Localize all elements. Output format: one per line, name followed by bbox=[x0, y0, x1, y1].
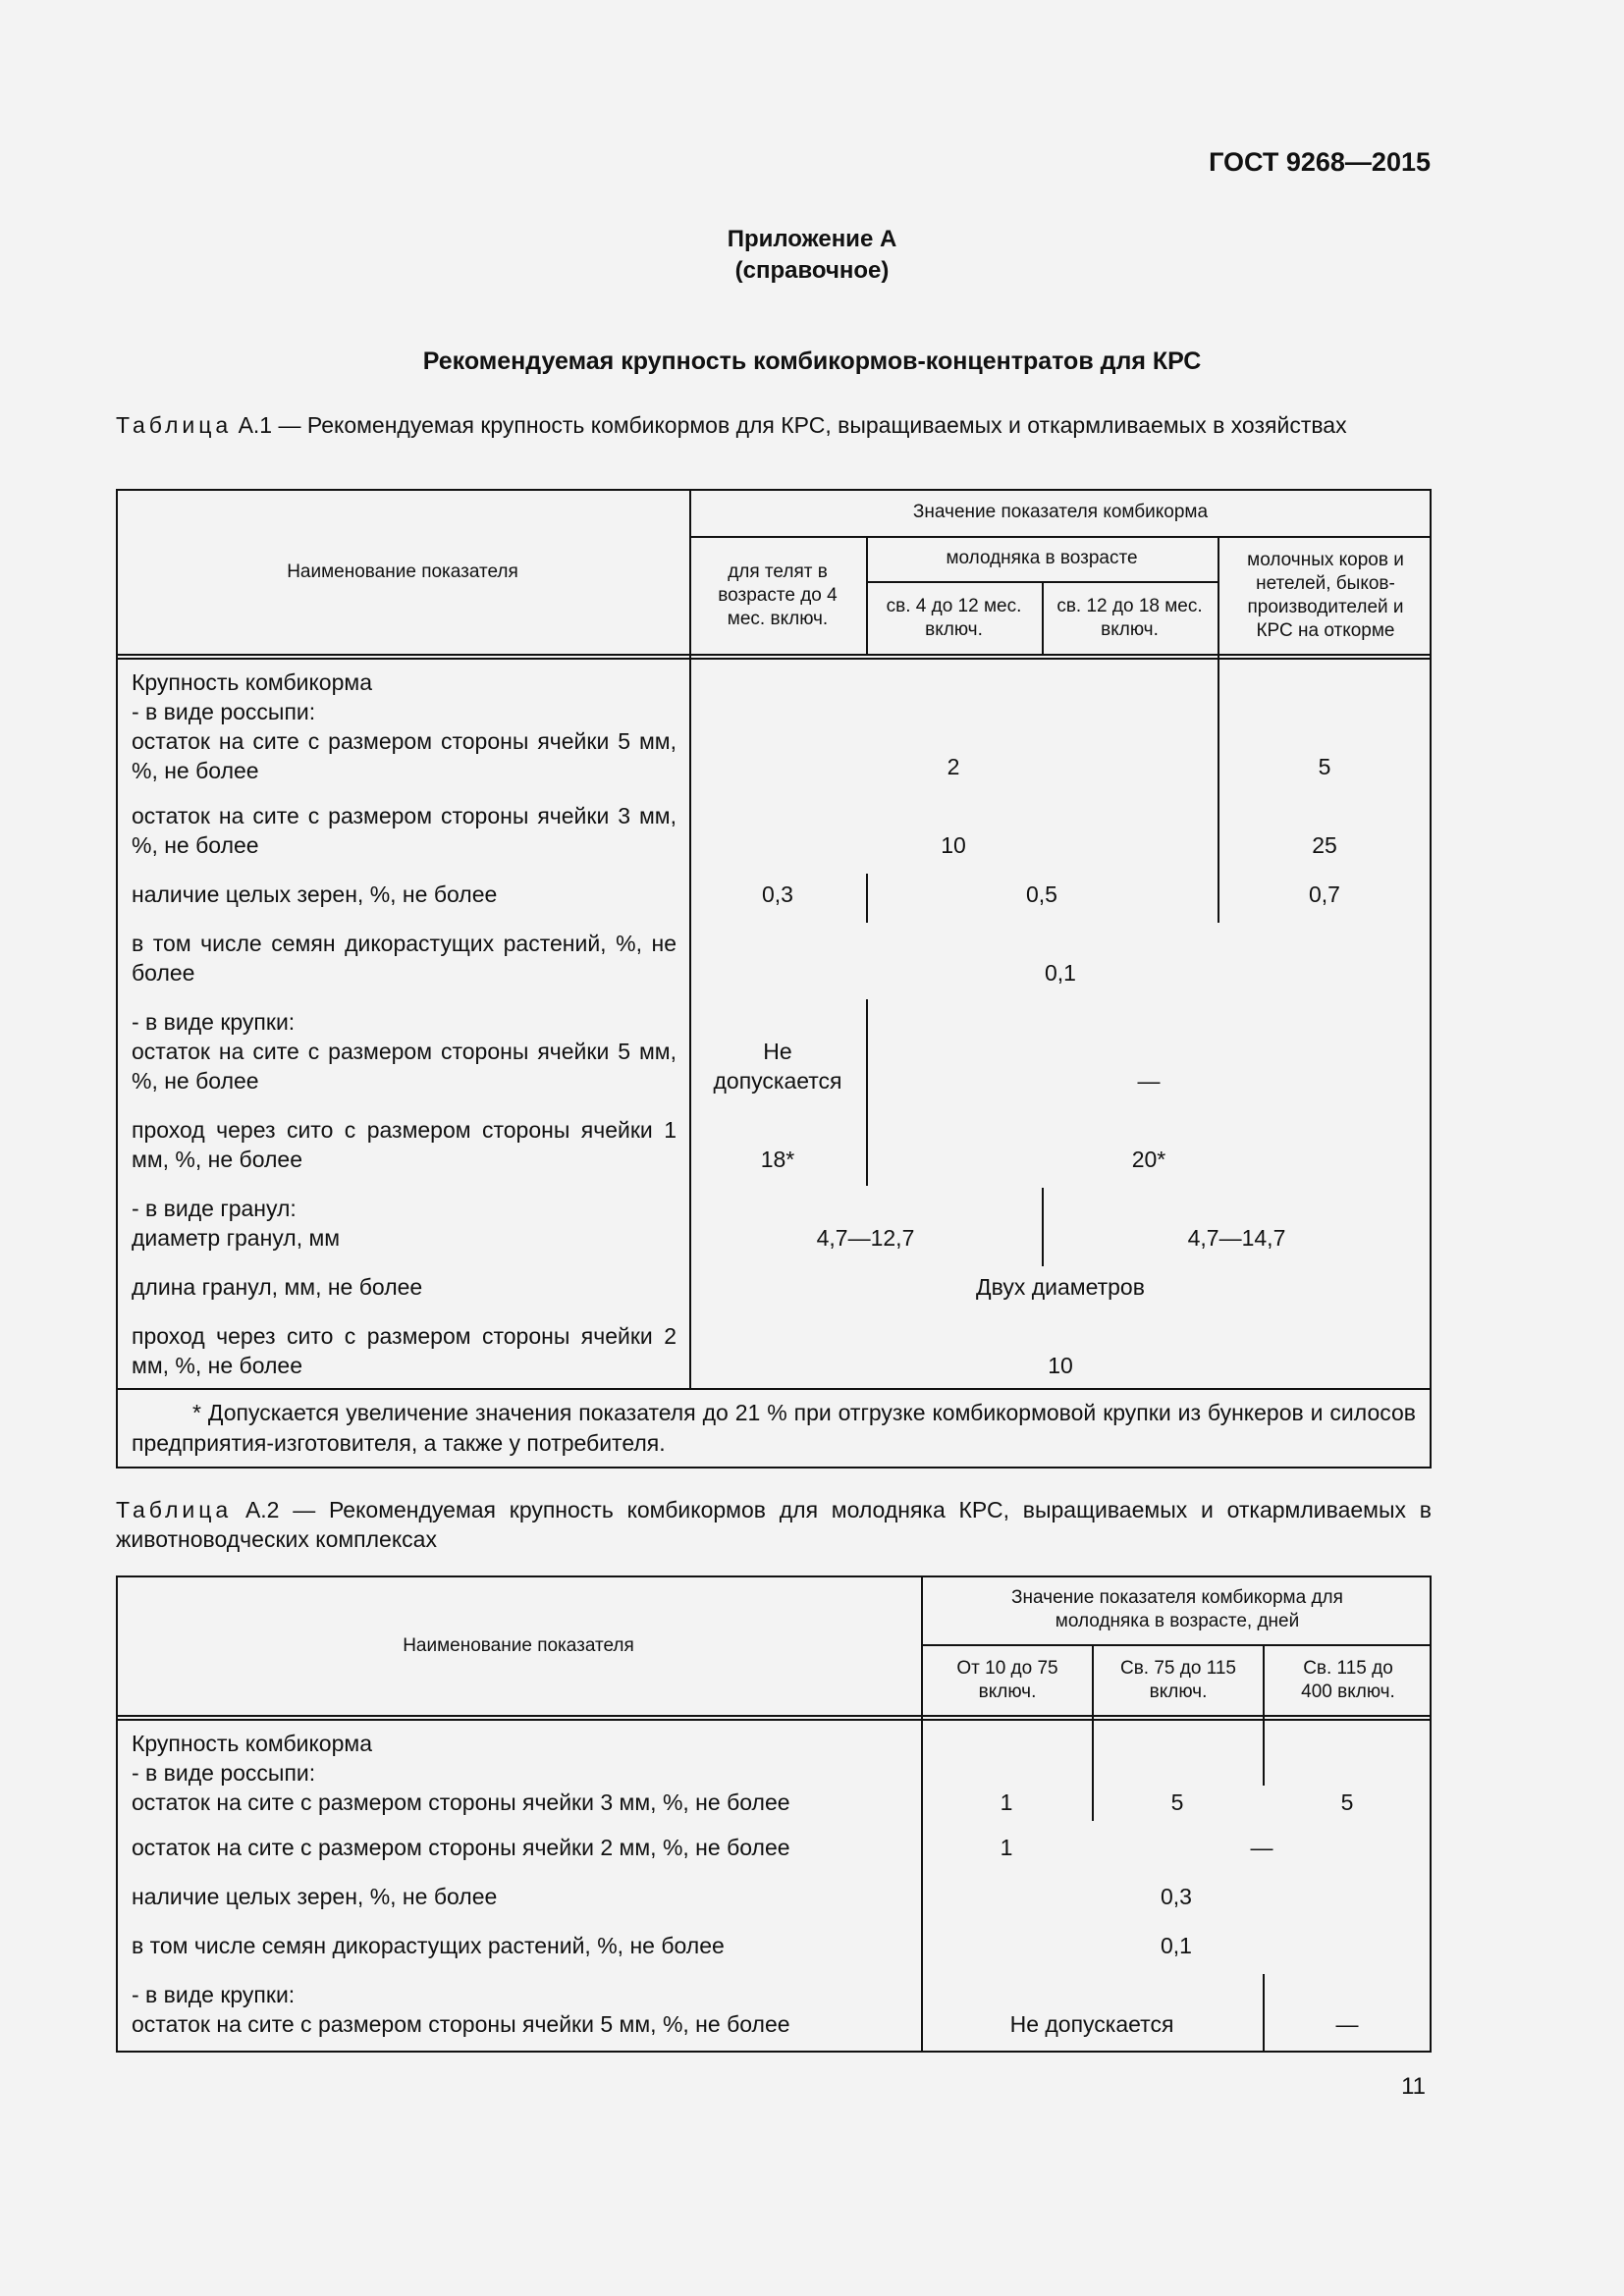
table1-row8-label: длина гранул, мм, не более bbox=[132, 1274, 423, 1300]
table1-caption-text: А.1 — Рекомендуемая крупность комбикормов для КРС, выращиваемых и откармливаемых в хозяйствах bbox=[238, 412, 1347, 438]
table2-caption-text: А.2 — Рекомендуемая крупность комбикормов для молодняка КРС, выращиваемых и откармливаемых в животноводческих комплексах bbox=[116, 1497, 1432, 1552]
table2-divider bbox=[1263, 1717, 1265, 1786]
table1-row3-value-cows: 0,7 bbox=[1309, 881, 1340, 907]
table2-row4-value: 0,1 bbox=[1161, 1933, 1192, 1958]
table2-row4-label: в том числе семян дикорастущих растений, %, не более bbox=[132, 1933, 725, 1958]
table1-caption-prefix: Таблица bbox=[116, 412, 233, 438]
table1-head-young-b: св. 12 до 18 мес. включ. bbox=[1056, 596, 1203, 640]
table1-head-name: Наименование показателя bbox=[287, 561, 518, 582]
table2-row5-value-b: — bbox=[1335, 2011, 1359, 2037]
table2-caption-prefix: Таблица bbox=[116, 1497, 233, 1522]
row-label-line: - в виде крупки: bbox=[132, 1009, 296, 1035]
table1-head-value: Значение показателя комбикорма bbox=[912, 502, 1209, 522]
table1-row3-value-calves: 0,3 bbox=[762, 881, 793, 907]
table1-footnote-rule bbox=[116, 1388, 1432, 1390]
table1-head-young-a: св. 4 до 12 мес. включ. bbox=[886, 596, 1022, 640]
table1-row2-value-young: 10 bbox=[941, 832, 966, 858]
appendix-title: Приложение А bbox=[727, 226, 897, 252]
table2-row3-value: 0,3 bbox=[1161, 1884, 1192, 1909]
table2-head-value: Значение показателя комбикорма для молодняка в возрасте, дней bbox=[1011, 1587, 1343, 1631]
table2-row5-value-a: Не допускается bbox=[1009, 2011, 1174, 2037]
table2-head-name: Наименование показателя bbox=[403, 1635, 634, 1656]
row-label-line: диаметр гранул, мм bbox=[132, 1225, 341, 1251]
table1-row6-label: проход через сито с размером стороны ячейки 1 мм, %, не более bbox=[132, 1117, 677, 1172]
table1-row1-label bbox=[132, 667, 677, 785]
row-label-line: остаток на сите с размером стороны ячейки 5 мм, %, не более bbox=[132, 2011, 790, 2037]
table2-row2-value-a: 1 bbox=[1000, 1835, 1013, 1860]
row-label-line: остаток на сите с размером стороны ячейки 5 мм, %, не более bbox=[132, 1039, 677, 1094]
row-label-line: - в виде россыпи: bbox=[132, 1760, 316, 1786]
row-label-line: остаток на сите с размером стороны ячейки 5 мм, %, не более bbox=[132, 728, 677, 783]
row-label-line: остаток на сите с размером стороны ячейки 3 мм, %, не более bbox=[132, 1789, 790, 1815]
table2-head-c: Св. 115 до 400 включ. bbox=[1301, 1658, 1395, 1702]
row-label-line: Крупность комбикорма bbox=[132, 1731, 372, 1756]
table1-row2-value-cows: 25 bbox=[1312, 832, 1337, 858]
table1-head-young: молодняка в возрасте bbox=[946, 548, 1138, 568]
table2-row5-label bbox=[132, 1980, 917, 2039]
table1-caption bbox=[116, 410, 1432, 440]
table1 bbox=[116, 489, 1432, 1468]
table2-head-a: От 10 до 75 включ. bbox=[956, 1658, 1058, 1702]
table1-row2-label: остаток на сите с размером стороны ячейки 3 мм, %, не более bbox=[132, 803, 677, 858]
table1-row7-label bbox=[132, 1194, 677, 1253]
table2-row2-value-rest: — bbox=[1250, 1835, 1273, 1860]
table1-footnote: * Допускается увеличение значения показателя до 21 % при отгрузке комбикормовой крупки из бункеров и силосов предприятия-изготовителя, а также у потребителя. bbox=[132, 1400, 1416, 1456]
table2-row3-label: наличие целых зерен, %, не более bbox=[132, 1884, 498, 1909]
table1-row1-value-cows: 5 bbox=[1318, 754, 1331, 779]
appendix-subtitle: (справочное) bbox=[734, 257, 890, 284]
table1-row7-value-b: 4,7—14,7 bbox=[1187, 1225, 1286, 1251]
appendix-heading bbox=[0, 224, 1624, 287]
table1-row5-value-calves: Не допускается bbox=[713, 1039, 842, 1094]
table1-row7-value-a: 4,7—12,7 bbox=[816, 1225, 915, 1251]
table2-caption bbox=[116, 1495, 1432, 1554]
table1-head-calves: для телят в возрасте до 4 мес. включ. bbox=[718, 561, 838, 629]
table2-row1-label bbox=[132, 1729, 917, 1817]
table1-row3-value-young: 0,5 bbox=[1026, 881, 1057, 907]
table2-row2-label: остаток на сите с размером стороны ячейки 2 мм, %, не более bbox=[132, 1835, 790, 1860]
table1-row3-label: наличие целых зерен, %, не более bbox=[132, 881, 498, 907]
table1-row4-value: 0,1 bbox=[1045, 960, 1076, 986]
row-label-line: - в виде россыпи: bbox=[132, 699, 316, 724]
row-label-line: - в виде гранул: bbox=[132, 1196, 297, 1221]
table2-row1-value-c: 5 bbox=[1340, 1789, 1354, 1815]
table1-row6-value-rest: 20* bbox=[1131, 1147, 1166, 1172]
table1-row8-value: Двух диаметров bbox=[976, 1274, 1145, 1300]
table2-row1-value-a: 1 bbox=[1000, 1789, 1013, 1815]
table1-row9-label: проход через сито с размером стороны ячейки 2 мм, %, не более bbox=[132, 1323, 677, 1378]
table1-row6-value-calves: 18* bbox=[760, 1147, 795, 1172]
page-number: 11 bbox=[1401, 2073, 1426, 2100]
table2 bbox=[116, 1575, 1432, 2053]
table1-row5-label bbox=[132, 1007, 677, 1095]
table1-row4-label: в том числе семян дикорастущих растений, %, не более bbox=[132, 931, 677, 986]
row-label-line: - в виде крупки: bbox=[132, 1982, 296, 2007]
row-label-line: Крупность комбикорма bbox=[132, 669, 372, 695]
table1-row1-value-young: 2 bbox=[947, 754, 960, 779]
table1-head-cows: молочных коров и нетелей, быков-производителей и КРС на откорме bbox=[1247, 550, 1404, 641]
table2-head-b: Св. 75 до 115 включ. bbox=[1119, 1658, 1236, 1702]
table2-row1-value-b: 5 bbox=[1170, 1789, 1184, 1815]
section-title: Рекомендуемая крупность комбикормов-концентратов для КРС bbox=[422, 347, 1202, 375]
document-id: ГОСТ 9268—2015 bbox=[1209, 147, 1431, 177]
table1-row5-value-rest: — bbox=[1137, 1068, 1161, 1094]
table1-row9-value: 10 bbox=[1048, 1353, 1073, 1378]
